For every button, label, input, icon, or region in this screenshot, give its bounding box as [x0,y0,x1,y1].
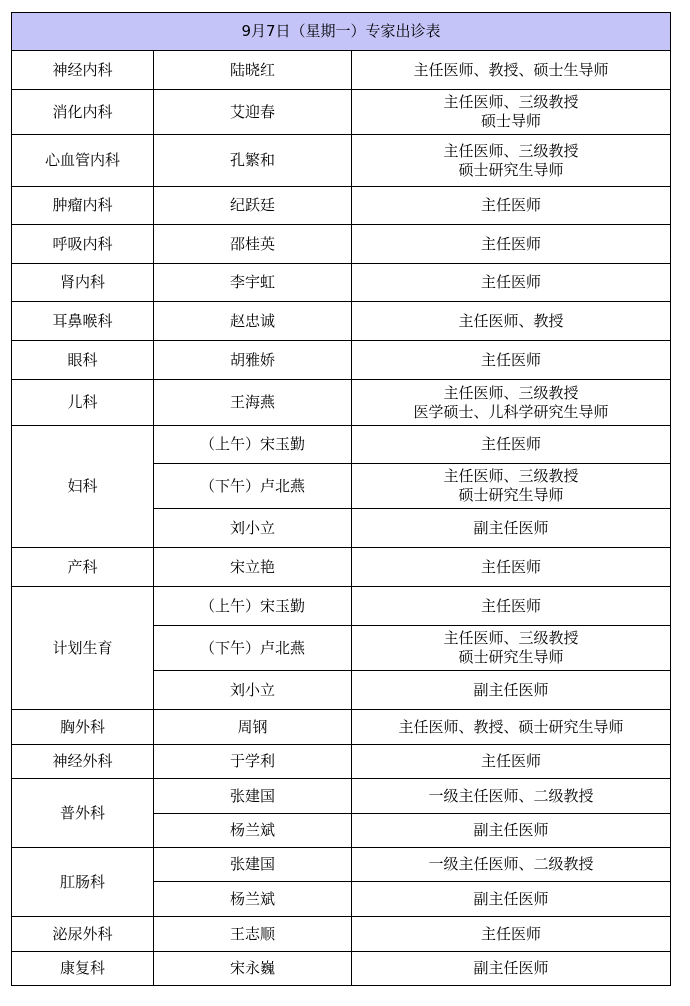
doctor-title-line: 主任医师 [481,924,542,943]
table-row [12,779,671,814]
doctor-title-cell [352,225,671,264]
doctor-name-cell: 纪跃廷 [154,187,352,225]
doctor-title-cell [352,587,671,626]
doctor-title-cell [352,187,671,225]
table-row [12,187,671,225]
dept-cell: 肛肠科 [12,848,154,917]
doctor-title-line: 主任医师、教授、硕士研究生导师 [398,717,624,736]
doctor-title-cell [352,90,671,135]
doctor-title-cell [352,917,671,952]
table-row [12,917,671,952]
table-row [12,302,671,341]
dept-cell: 普外科 [12,779,154,848]
doctor-title-cell [352,626,671,671]
dept-cell: 胸外科 [12,710,154,745]
table-row [12,848,671,882]
doctor-name-cell: 刘小立 [154,509,352,548]
table-row [12,135,671,187]
doctor-name-cell: 胡雅娇 [154,341,352,380]
table-row [12,90,671,135]
title-row [12,13,671,51]
dept-cell: 肾内科 [12,264,154,302]
doctor-title-line: 医学硕士、儿科学研究生导师 [413,402,609,421]
dept-cell: 泌尿外科 [12,917,154,952]
doctor-title-cell [352,380,671,426]
dept-cell: 产科 [12,548,154,587]
doctor-title-line: 硕士研究生导师 [458,486,564,504]
doctor-name-cell: 刘小立 [154,671,352,710]
table-row [12,426,671,464]
dept-cell: 儿科 [12,380,154,426]
doctor-title-line: 副主任医师 [473,518,549,537]
doctor-title-cell [352,710,671,745]
table-row [12,225,671,264]
doctor-title-cell [352,745,671,779]
doctor-title-line: 硕士研究生导师 [458,160,564,179]
doctor-title-line: 主任医师 [481,350,542,369]
doctor-name-cell: 张建国 [154,848,352,882]
table-row [12,341,671,380]
doctor-title-line: 主任医师、三级教授 [443,141,579,160]
dept-cell: 耳鼻喉科 [12,302,154,341]
doctor-title-line: 主任医师 [481,435,542,453]
doctor-title-line: 一级主任医师、二级教授 [428,786,594,805]
table-row [12,51,671,90]
doctor-title-cell [352,302,671,341]
doctor-name-cell: 王海燕 [154,380,352,426]
doctor-title-line: 主任医师、三级教授 [443,383,579,402]
doctor-title-line: 硕士研究生导师 [458,648,564,666]
doctor-title-line: 硕士导师 [481,112,542,130]
doctor-title-line: 主任医师、教授、硕士生导师 [413,60,609,79]
doctor-title-cell [352,779,671,814]
doctor-title-cell [352,341,671,380]
doctor-title-line: 主任医师、教授 [458,311,564,330]
dept-cell: 神经内科 [12,51,154,90]
doctor-name-cell: 宋永巍 [154,952,352,986]
dept-cell: 呼吸内科 [12,225,154,264]
table-row [12,745,671,779]
doctor-name-cell: 杨兰斌 [154,814,352,848]
schedule-table [11,12,671,986]
dept-cell: 眼科 [12,341,154,380]
doctor-title-cell [352,51,671,90]
doctor-title-cell [352,509,671,548]
table-title [12,13,671,51]
doctor-name-cell: 王志顺 [154,917,352,952]
doctor-title-line: 副主任医师 [473,680,549,699]
doctor-title-line: 副主任医师 [473,959,549,977]
doctor-title-line: 主任医师 [481,273,542,291]
table-title-text: 9月7日（星期一）专家出诊表 [241,22,441,40]
doctor-name-cell: 李宇虹 [154,264,352,302]
doctor-name-cell: （下午）卢北燕 [154,464,352,509]
doctor-title-line: 主任医师 [481,234,542,253]
table-row [12,548,671,587]
doctor-title-line: 副主任医师 [473,821,549,839]
doctor-title-line: 主任医师 [481,557,542,576]
doctor-title-cell [352,426,671,464]
doctor-title-cell [352,882,671,917]
doctor-title-cell [352,264,671,302]
doctor-name-cell: 张建国 [154,779,352,814]
table-row [12,264,671,302]
doctor-title-cell [352,814,671,848]
dept-cell: 肿瘤内科 [12,187,154,225]
doctor-title-cell [352,848,671,882]
doctor-title-cell [352,464,671,509]
doctor-title-line: 主任医师、三级教授 [443,467,579,485]
dept-cell: 心血管内科 [12,135,154,187]
doctor-name-cell: 于学利 [154,745,352,779]
doctor-name-cell: 陆晓红 [154,51,352,90]
doctor-name-cell: （上午）宋玉勤 [154,426,352,464]
doctor-title-cell [352,671,671,710]
doctor-name-cell: （下午）卢北燕 [154,626,352,671]
table-row [12,952,671,986]
doctor-name-cell: 周钢 [154,710,352,745]
schedule-body [12,51,671,986]
doctor-title-line: 主任医师 [481,196,542,214]
doctor-title-cell [352,952,671,986]
doctor-name-cell: 杨兰斌 [154,882,352,917]
table-row [12,380,671,426]
doctor-title-line: 主任医师 [481,596,542,615]
dept-cell: 消化内科 [12,90,154,135]
doctor-title-line: 一级主任医师、二级教授 [428,855,594,873]
doctor-name-cell: 艾迎春 [154,90,352,135]
doctor-name-cell: （上午）宋玉勤 [154,587,352,626]
doctor-title-line: 主任医师、三级教授 [443,629,579,647]
table-row [12,710,671,745]
dept-cell: 计划生育 [12,587,154,710]
dept-cell: 康复科 [12,952,154,986]
doctor-title-cell [352,135,671,187]
doctor-name-cell: 邵桂英 [154,225,352,264]
dept-cell: 神经外科 [12,745,154,779]
doctor-name-cell: 赵忠诚 [154,302,352,341]
doctor-title-line: 副主任医师 [473,889,549,908]
doctor-title-line: 主任医师 [481,752,542,770]
doctor-name-cell: 宋立艳 [154,548,352,587]
doctor-title-cell [352,548,671,587]
doctor-name-cell: 孔繁和 [154,135,352,187]
table-row [12,587,671,626]
doctor-title-line: 主任医师、三级教授 [443,93,579,111]
dept-cell: 妇科 [12,426,154,548]
